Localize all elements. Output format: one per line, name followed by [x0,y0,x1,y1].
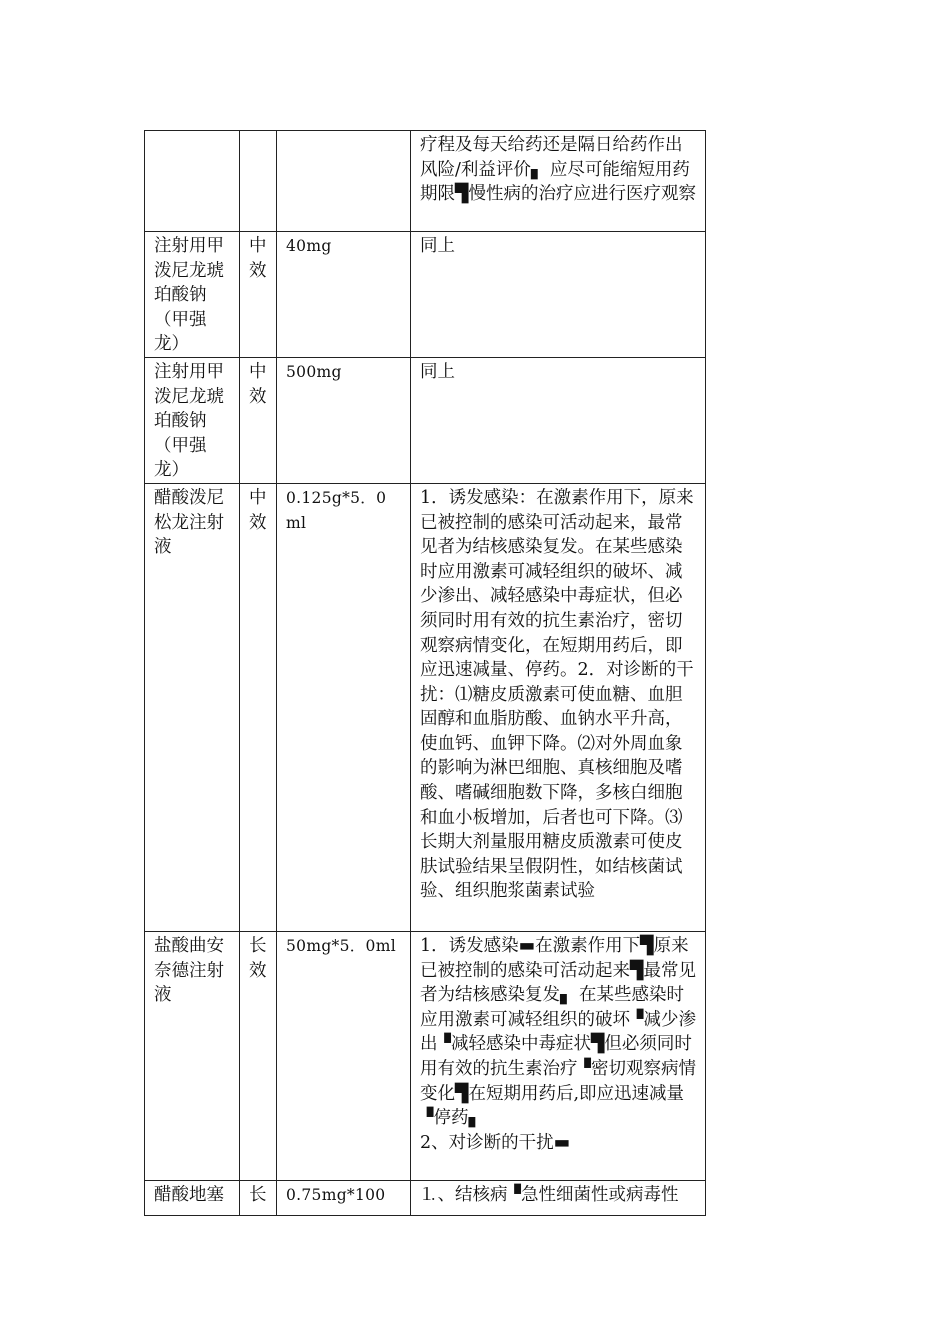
notes-cell: 1．诱发感染▬在激素作用下▜原来已被控制的感染可活动起来▜最常见者为结核感染复发▖ 在某些感染时应用激素可减轻组织的破坏▝减少渗出▝减轻感染中毒症状▜但必须同时用有效的抗生素治疗▝密切观察病情变化▜在短期用药后,即应迅速减量▝停药▖ 2、对诊断的干扰▬ [411,931,706,1180]
notes-cell: 1．诱发感染：在激素作用下，原来已被控制的感染可活动起来，最常见者为结核感染复发。在某些感染时应用激素可减轻组织的破坏、减少渗出、减轻感染中毒症状，但必须同时用有效的抗生素治疗，密切观察病情变化，在短期用药后，即应迅速减量、停药。2．对诊断的干扰：⑴糖皮质激素可使血糖、血胆固醇和血脂肪酸、血钠水平升高，使血钙、血钾下降。⑵对外周血象的影响为淋巴细胞、真核细胞及嗜酸、嗜碱细胞数下降，多核白细胞和血小板增加，后者也可下降。⑶长期大剂量服用糖皮质激素可使皮肤试验结果呈假阴性，如结核菌试验、组织胞浆菌素试验 [411,483,706,931]
dose-cell: 40mg [277,232,411,358]
efficacy-cell: 中效 [240,232,277,358]
table-row [145,232,706,358]
dose-cell: 0.75mg*100 [277,1180,411,1215]
dose-cell: 50mg*5．0ml [277,931,411,1180]
efficacy-cell: 长 [240,1180,277,1215]
drug-name-cell: 注射用甲泼尼龙琥珀酸钠（甲强龙） [145,357,240,483]
efficacy-cell: 中效 [240,357,277,483]
table-row [145,483,706,931]
table-row [145,1180,706,1215]
efficacy-cell: 长效 [240,931,277,1180]
dose-cell: 500mg [277,357,411,483]
drug-table [144,130,706,1216]
table-row [145,131,706,232]
drug-name-cell: 盐酸曲安奈德注射液 [145,931,240,1180]
table-row [145,931,706,1180]
drug-name-cell [145,131,240,232]
notes-cell: 疗程及每天给药还是隔日给药作出风险/利益评价▖ 应尽可能缩短用药期限▜慢性病的治疗应进行医疗观察 [411,131,706,232]
drug-name-cell: 注射用甲泼尼龙琥珀酸钠（甲强龙） [145,232,240,358]
efficacy-cell [240,131,277,232]
dose-cell [277,131,411,232]
notes-cell: 同上 [411,357,706,483]
drug-name-cell: 醋酸泼尼松龙注射液 [145,483,240,931]
drug-name-cell: 醋酸地塞 [145,1180,240,1215]
notes-cell: ⒈、结核病▝急性细菌性或病毒性 [411,1180,706,1215]
table-row [145,357,706,483]
efficacy-cell: 中效 [240,483,277,931]
dose-cell: 0.125g*5．0ml [277,483,411,931]
notes-cell: 同上 [411,232,706,358]
